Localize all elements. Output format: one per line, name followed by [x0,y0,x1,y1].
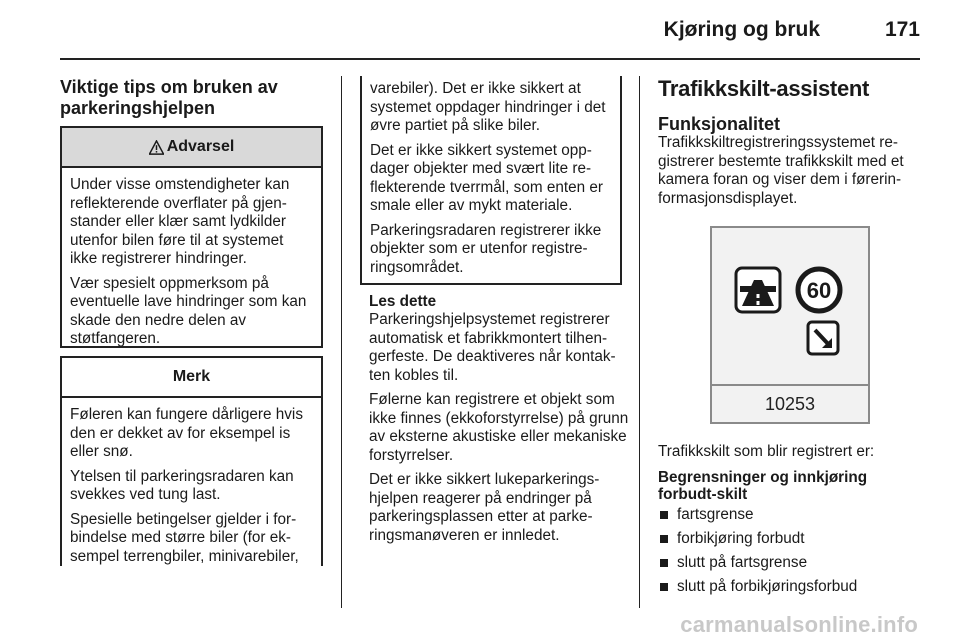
exit-arrow-sign-icon [808,322,838,354]
section-title: Trafikkskilt-assistent [658,76,870,101]
note-paragraph: Det er ikke sikkert systemet opp-dager objekter med svært lite re-flekterende tverrmål, som enten er smale eller av mykt materiale. [370,141,603,214]
warning-paragraph: Vær spesielt oppmerksom på eventuelle lave hindringer som kan skade den nedre delen av støtfangeren. [70,274,307,347]
running-header-title: Kjøring og bruk [663,18,820,41]
display-code: 10253 [712,384,868,422]
display-screen [712,228,868,386]
restrictions-title: Begrensninger og innkjøring forbudt-skilt [658,469,868,503]
bullet-square-icon [660,559,668,567]
warning-triangle-icon [149,140,164,155]
list-item-text: slutt på forbikjøringsforbud [677,578,858,595]
figure-caption: Trafikkskilt som blir registrert er: [658,443,875,460]
list-item [658,506,926,524]
parking-tips-heading: Viktige tips om bruken av parkeringshjelpen [60,77,278,118]
note-box-header: Merk [62,358,321,398]
note-paragraph: Føleren kan fungere dårligere hvis den er dekket av for eksempel is eller snø. [70,406,303,460]
column-divider [639,76,640,608]
speed-limit-value: 60 [806,278,832,303]
warning-box [60,126,323,348]
note-box-continued [360,76,622,285]
read-this-title: Les dette [369,293,437,310]
list-item-text: slutt på fartsgrense [677,554,808,571]
note-paragraph: Ytelsen til parkeringsradaren kan svekkes ved tung last. [70,467,294,503]
header-divider [60,58,920,60]
note-paragraph: Spesielle betingelser gjelder i for-bindelse med større biler (for ek-sempel terrengbiler, minivarebiler, [70,510,299,565]
read-this-paragraph: Parkeringshjelpsystemet registrerer automatisk et fabrikkmontert tilhen-gerfeste. De deaktiveres når kontak-ten kobles til. [369,311,616,384]
page-number: 171 [884,18,920,41]
driver-info-display [710,226,870,424]
list-item [658,554,926,572]
column-divider [341,76,342,608]
warning-box-header [62,128,321,168]
list-item-text: fartsgrense [677,506,754,523]
bullet-square-icon [660,583,668,591]
bullet-square-icon [660,511,668,519]
note-paragraph: varebiler). Det er ikke sikkert at systemet oppdager hindringer i det øvre partiet på slike biler. [370,80,606,134]
read-this-section [369,293,629,551]
traffic-sign-section [658,76,926,214]
list-item [658,530,926,548]
bullet-square-icon [660,535,668,543]
watermark: carmanualsonline.info [680,612,918,637]
sign-list [658,506,926,602]
speed-limit-sign-icon [798,269,840,311]
warning-paragraph: Under visse omstendigheter kan reflekterende overflater på gjen-stander eller klær samt lydkilder utenfor bilen føre til at systemet ikke registrerer hindringer. [70,176,290,267]
list-item [658,578,926,596]
read-this-paragraph: Det er ikke sikkert lukeparkerings-hjelpen reagerer på endringer på parkeringsplassen etter at parke-ringsmanøveren er innledet. [369,471,600,544]
functionality-title: Funksjonalitet [658,114,781,134]
note-box [60,356,323,566]
warning-title: Advarsel [166,138,235,155]
functionality-text: Trafikkskiltregistreringssystemet re-gistrerer bestemte trafikkskilt med et kamera foran og viser dem i førerin-formasjonsdisplayet. [658,134,904,207]
list-item-text: forbikjøring forbudt [677,530,805,547]
motorway-sign-icon [736,268,780,312]
read-this-paragraph: Følerne kan registrere et objekt som ikke finnes (ekkoforstyrrelse) på grunn av eksterne akustiske eller mekaniske forstyrrelser. [369,391,629,464]
note-paragraph: Parkeringsradaren registrerer ikke objekter som er utenfor registre-ringsområdet. [370,221,602,276]
